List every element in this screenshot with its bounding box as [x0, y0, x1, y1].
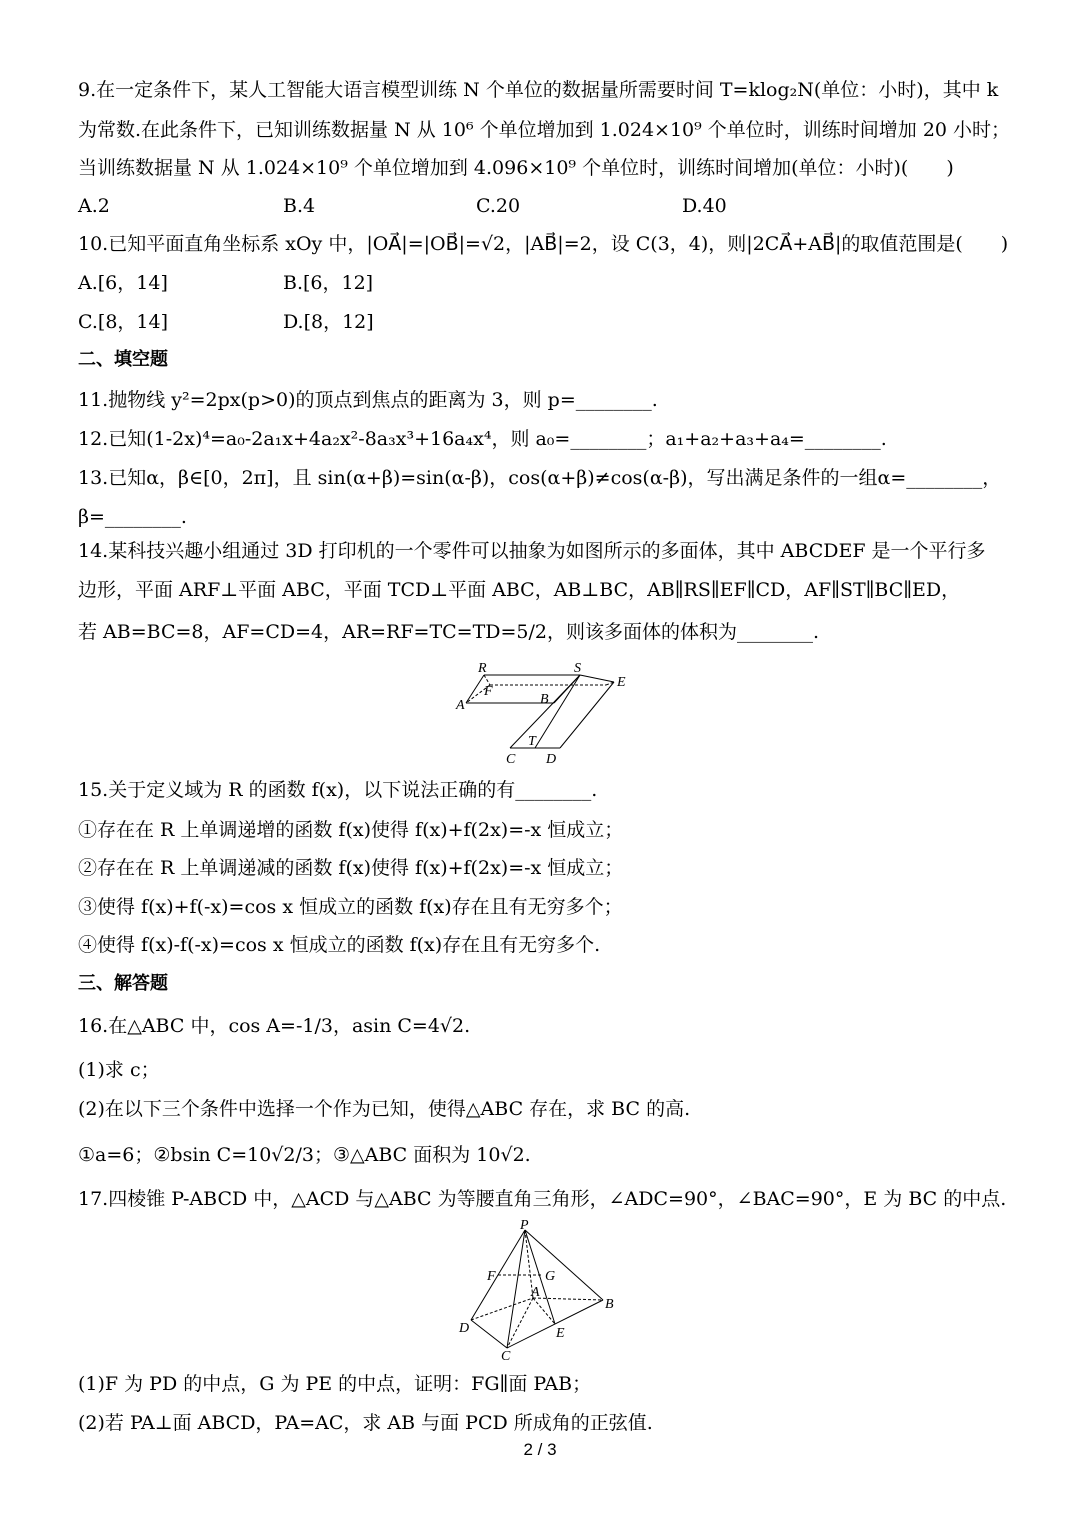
polyhedron-figure [440, 655, 640, 770]
fig14-label-r: R [478, 661, 487, 676]
q10-option-a: A.[6，14] [78, 272, 168, 294]
fig14-label-c: C [506, 752, 516, 767]
q13-line-2: β=________. [78, 506, 187, 528]
fig17-label-c: C [501, 1349, 511, 1362]
page-number: 2 / 3 [523, 1440, 557, 1459]
q10-option-d: D.[8，12] [283, 311, 374, 333]
q9-line-2: 为常数.在此条件下，已知训练数据量 N 从 10⁶ 个单位增加到 1.024×10⁹ 个单位时，训练时间增加 20 小时； [78, 119, 1011, 141]
q9-option-c: C.20 [476, 195, 521, 217]
fig17-label-f: F [487, 1269, 496, 1284]
fig17-label-a: A [531, 1285, 540, 1300]
q9-option-d: D.40 [682, 195, 727, 217]
q16-part-2: (2)在以下三个条件中选择一个作为已知，使得△ABC 存在，求 BC 的高. [78, 1098, 691, 1120]
fig14-label-b: B [540, 692, 549, 707]
section-heading-solutions: 三、解答题 [78, 973, 168, 994]
q9-line-1: 9.在一定条件下，某人工智能大语言模型训练 N 个单位的数据量所需要时间 T=klog₂N(单位：小时)，其中 k [78, 79, 999, 101]
q16-conditions: ①a=6；②bsin C=10√2/3；③△ABC 面积为 10√2. [78, 1144, 531, 1166]
q16-line-1: 16.在△ABC 中，cos A=-1/3，asin C=4√2. [78, 1015, 471, 1037]
q11-line: 11.抛物线 y²=2px(p>0)的顶点到焦点的距离为 3，则 p=________. [78, 389, 658, 411]
q14-line-1: 14.某科技兴趣小组通过 3D 打印机的一个零件可以抽象为如图所示的多面体，其中 ABCDEF 是一个平行多 [78, 540, 986, 562]
fig14-label-t: T [528, 734, 536, 749]
q9-line-3: 当训练数据量 N 从 1.024×10⁹ 个单位增加到 4.096×10⁹ 个单位时，训练时间增加(单位：小时)( ) [78, 157, 954, 179]
q13-line-1: 13.已知α，β∈[0，2π]，且 sin(α+β)=sin(α-β)，cos(α+β)≠cos(α-β)，写出满足条件的一组α=________， [78, 467, 1002, 489]
fig17-label-b: B [605, 1297, 614, 1312]
q17-part-1: (1)F 为 PD 的中点，G 为 PE 的中点，证明：FG∥面 PAB； [78, 1373, 592, 1395]
q17-line-1: 17.四棱锥 P-ABCD 中，△ACD 与△ABC 为等腰直角三角形，∠ADC=90°，∠BAC=90°，E 为 BC 的中点. [78, 1188, 1007, 1210]
fig17-label-e: E [556, 1326, 565, 1341]
q16-part-1: (1)求 c； [78, 1059, 160, 1081]
fig17-label-d: D [459, 1321, 470, 1336]
fig14-label-f: F [484, 684, 493, 699]
q15-statement-3: ③使得 f(x)+f(-x)=cos x 恒成立的函数 f(x)存在且有无穷多个； [78, 896, 623, 918]
fig14-label-s: S [574, 661, 581, 676]
fig14-label-d: D [546, 752, 557, 767]
q15-statement-4: ④使得 f(x)-f(-x)=cos x 恒成立的函数 f(x)存在且有无穷多个. [78, 934, 601, 956]
q9-option-a: A.2 [78, 195, 110, 217]
q14-line-2: 边形，平面 ARF⊥平面 ABC，平面 TCD⊥平面 ABC，AB⊥BC，AB∥RS∥EF∥CD，AF∥ST∥BC∥ED， [78, 579, 961, 601]
q12-line: 12.已知(1-2x)⁴=a₀-2a₁x+4a₂x²-8a₃x³+16a₄x⁴，则 a₀=________；a₁+a₂+a₃+a₄=________. [78, 428, 887, 450]
q10-option-b: B.[6，12] [283, 272, 374, 294]
q10-line-1: 10.已知平面直角坐标系 xOy 中，|OA⃗|=|OB⃗|=√2，|AB⃗|=2，设 C(3，4)，则|2CA⃗+AB⃗|的取值范围是( ) [78, 233, 1009, 255]
fig17-label-p: P [520, 1220, 529, 1233]
q15-statement-2: ②存在在 R 上单调递减的函数 f(x)使得 f(x)+f(2x)=-x 恒成立； [78, 857, 624, 879]
pyramid-figure [455, 1220, 630, 1362]
fig14-label-a: A [456, 698, 465, 713]
section-heading-fill-in: 二、填空题 [78, 349, 168, 370]
fig14-label-e: E [617, 675, 626, 690]
q10-option-c: C.[8，14] [78, 311, 168, 333]
q14-line-3: 若 AB=BC=8，AF=CD=4，AR=RF=TC=TD=5/2，则该多面体的体积为________. [78, 621, 820, 643]
q9-option-b: B.4 [283, 195, 316, 217]
q15-statement-1: ①存在在 R 上单调递增的函数 f(x)使得 f(x)+f(2x)=-x 恒成立； [78, 819, 624, 841]
q15-line-1: 15.关于定义域为 R 的函数 f(x)，以下说法正确的有________. [78, 779, 598, 801]
q17-part-2: (2)若 PA⊥面 ABCD，PA=AC，求 AB 与面 PCD 所成角的正弦值. [78, 1412, 653, 1434]
fig17-label-g: G [545, 1269, 556, 1284]
